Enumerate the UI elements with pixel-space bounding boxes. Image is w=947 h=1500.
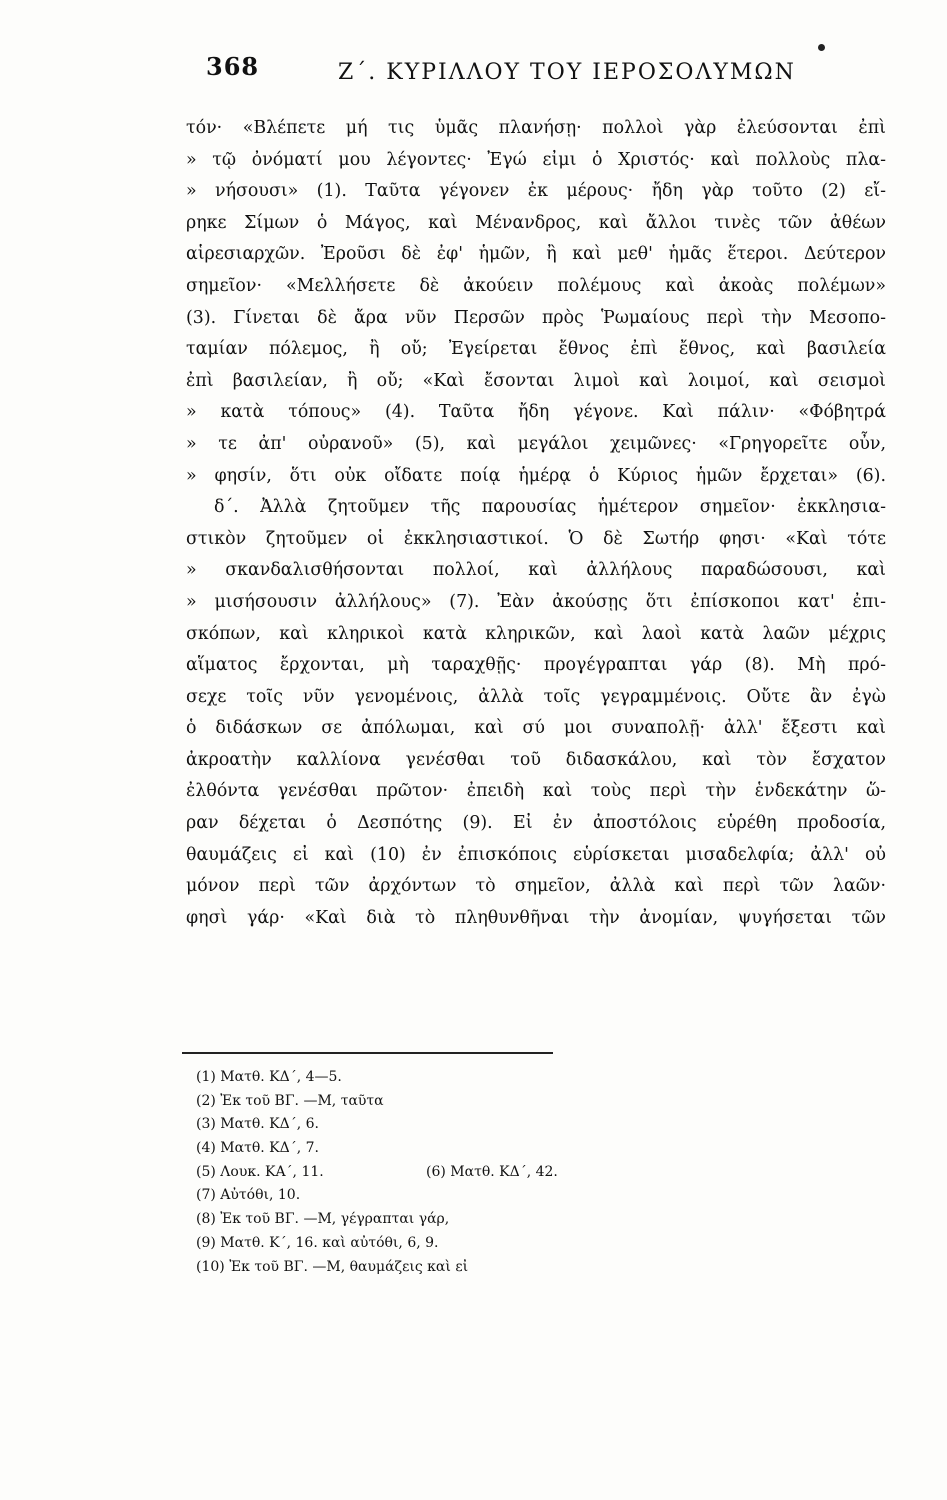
text-line: σημεῖον· «Μελλήσετε δὲ ἀκούειν πολέμους καὶ ἀκοὰς πολέμων» <box>186 275 886 296</box>
page-number: 368 <box>206 52 260 81</box>
footnote-text: (4) Ματθ. ΚΔ΄, 7. <box>196 1140 319 1157</box>
footnote-text: (7) Αὐτόθι, 10. <box>196 1187 301 1204</box>
footnote <box>196 1208 696 1232</box>
footnote-text: (9) Ματθ. Κ΄, 16. καὶ αὐτόθι, 6, 9. <box>196 1234 439 1251</box>
footnote-text: (5) Λουκ. ΚΑ΄, 11. <box>196 1163 324 1180</box>
footnote-text: (10) Ἐκ τοῦ ΒΓ. —Μ, θαυμάζεις καὶ εἰ <box>196 1258 469 1275</box>
text-line: » τῷ ὀνόματί μου λέγοντες· Ἐγώ εἰμι ὁ Χριστός· καὶ πολλοὺς πλα- <box>186 149 886 170</box>
text-line: ρηκε Σίμων ὁ Μάγος, καὶ Μένανδρος, καὶ ἄλλοι τινὲς τῶν ἀθέων <box>186 212 886 233</box>
text-line: » φησίν, ὅτι οὐκ οἴδατε ποίᾳ ἡμέρᾳ ὁ Κύριος ἡμῶν ἔρχεται» (6). <box>186 465 886 486</box>
footnote <box>196 1161 696 1185</box>
footnote-text: (2) Ἐκ τοῦ ΒΓ. —Μ, ταῦτα <box>196 1092 384 1109</box>
text-line: ἐλθόντα γενέσθαι πρῶτον· ἐπειδὴ καὶ τοὺς περὶ τὴν ἑνδεκάτην ὥ- <box>186 781 886 802</box>
text-line: θαυμάζεις εἰ καὶ (10) ἐν ἐπισκόποις εὑρίσκεται μισαδελφία; ἀλλ' οὐ <box>186 844 886 865</box>
text-line: αἱρεσιαρχῶν. Ἐροῦσι δὲ ἐφ' ἡμῶν, ἢ καὶ μεθ' ἡμᾶς ἕτεροι. Δεύτερον <box>186 244 886 265</box>
text-line: ὁ διδάσκων σε ἀπόλωμαι, καὶ σύ μοι συναπολῇ· ἀλλ' ἔξεστι καὶ <box>186 718 886 739</box>
footnote-text: (6) Ματθ. ΚΔ΄, 42. <box>426 1163 558 1180</box>
text-line: ἀκροατὴν καλλίονα γενέσθαι τοῦ διδασκάλου, καὶ τὸν ἔσχατον <box>186 749 886 770</box>
text-line: ταμίαν πόλεμος, ἢ οὔ; Ἐγείρεται ἔθνος ἐπὶ ἔθνος, καὶ βασιλεία <box>186 339 886 360</box>
running-head: Ζ΄. ΚΥΡΙΛΛΟΥ ΤΟΥ ΙΕΡΟΣΟΛΥΜΩΝ <box>338 60 796 85</box>
text-line: τόν· «Βλέπετε μή τις ὑμᾶς πλανήσῃ· πολλοὶ γὰρ ἐλεύσονται ἐπὶ <box>186 118 886 138</box>
footnote-rule <box>182 1052 553 1054</box>
footnote-text: (3) Ματθ. ΚΔ΄, 6. <box>196 1116 319 1133</box>
footnote <box>196 1256 696 1280</box>
footnote-text: (8) Ἐκ τοῦ ΒΓ. —Μ, γέγραπται γάρ, <box>196 1211 450 1228</box>
text-line: μόνον περὶ τῶν ἀρχόντων τὸ σημεῖον, ἀλλὰ καὶ περὶ τῶν λαῶν· <box>186 876 886 897</box>
text-line: στικὸν ζητοῦμεν οἱ ἐκκλησιαστικοί. Ὁ δὲ Σωτήρ φησι· «Καὶ τότε <box>186 528 886 549</box>
footnote <box>196 1090 696 1114</box>
text-line: » μισήσουσιν ἀλλήλους» (7). Ἐὰν ἀκούσῃς ὅτι ἐπίσκοποι κατ' ἐπι- <box>186 591 886 612</box>
text-line: αἵματος ἔρχονται, μὴ ταραχθῇς· προγέγραπται γάρ (8). Μὴ πρό- <box>186 655 886 676</box>
footnote-text: (1) Ματθ. ΚΔ΄, 4—5. <box>196 1069 342 1085</box>
text-line: φησὶ γάρ· «Καὶ διὰ τὸ πληθυνθῆναι τὴν ἀνομίαν, ψυγήσεται τῶν <box>186 907 886 928</box>
text-line: » τε ἀπ' οὐρανοῦ» (5), καὶ μεγάλοι χειμῶνες· «Γρηγορεῖτε οὖν, <box>186 433 886 454</box>
text-line: δ΄. Ἀλλὰ ζητοῦμεν τῆς παρουσίας ἡμέτερον σημεῖον· ἐκκλησια- <box>214 497 886 518</box>
text-line: (3). Γίνεται δὲ ἄρα νῦν Περσῶν πρὸς Ῥωμαίους περὶ τὴν Μεσοπο- <box>186 307 886 328</box>
footnotes <box>196 1066 696 1279</box>
ornament-dot <box>818 44 825 51</box>
text-line: ἐπὶ βασιλείαν, ἢ οὔ; «Καὶ ἔσονται λιμοὶ καὶ λοιμοί, καὶ σεισμοὶ <box>186 370 886 391</box>
text-line: ραν δέχεται ὁ Δεσπότης (9). Εἰ ἐν ἀποστόλοις εὑρέθη προδοσία, <box>186 813 886 834</box>
footnote <box>196 1066 696 1090</box>
body-text <box>186 113 886 934</box>
text-line: σκόπων, καὶ κληρικοὶ κατὰ κληρικῶν, καὶ λαοὶ κατὰ λαῶν μέχρις <box>186 623 886 644</box>
footnote <box>196 1113 696 1137</box>
text-line: » νήσουσι» (1). Ταῦτα γέγονεν ἐκ μέρους· ἤδη γὰρ τοῦτο (2) εἴ- <box>186 181 886 202</box>
footnote <box>196 1184 696 1208</box>
footnote <box>196 1137 696 1161</box>
text-line: » κατὰ τόπους» (4). Ταῦτα ἤδη γέγονε. Καὶ πάλιν· «Φόβητρά <box>186 402 886 423</box>
text-line: » σκανδαλισθήσονται πολλοί, καὶ ἀλλήλους παραδώσουσι, καὶ <box>186 560 886 581</box>
text-line: σεχε τοῖς νῦν γενομένοις, ἀλλὰ τοῖς γεγραμμένοις. Οὔτε ἂν ἐγὼ <box>186 686 886 707</box>
footnote <box>196 1232 696 1256</box>
